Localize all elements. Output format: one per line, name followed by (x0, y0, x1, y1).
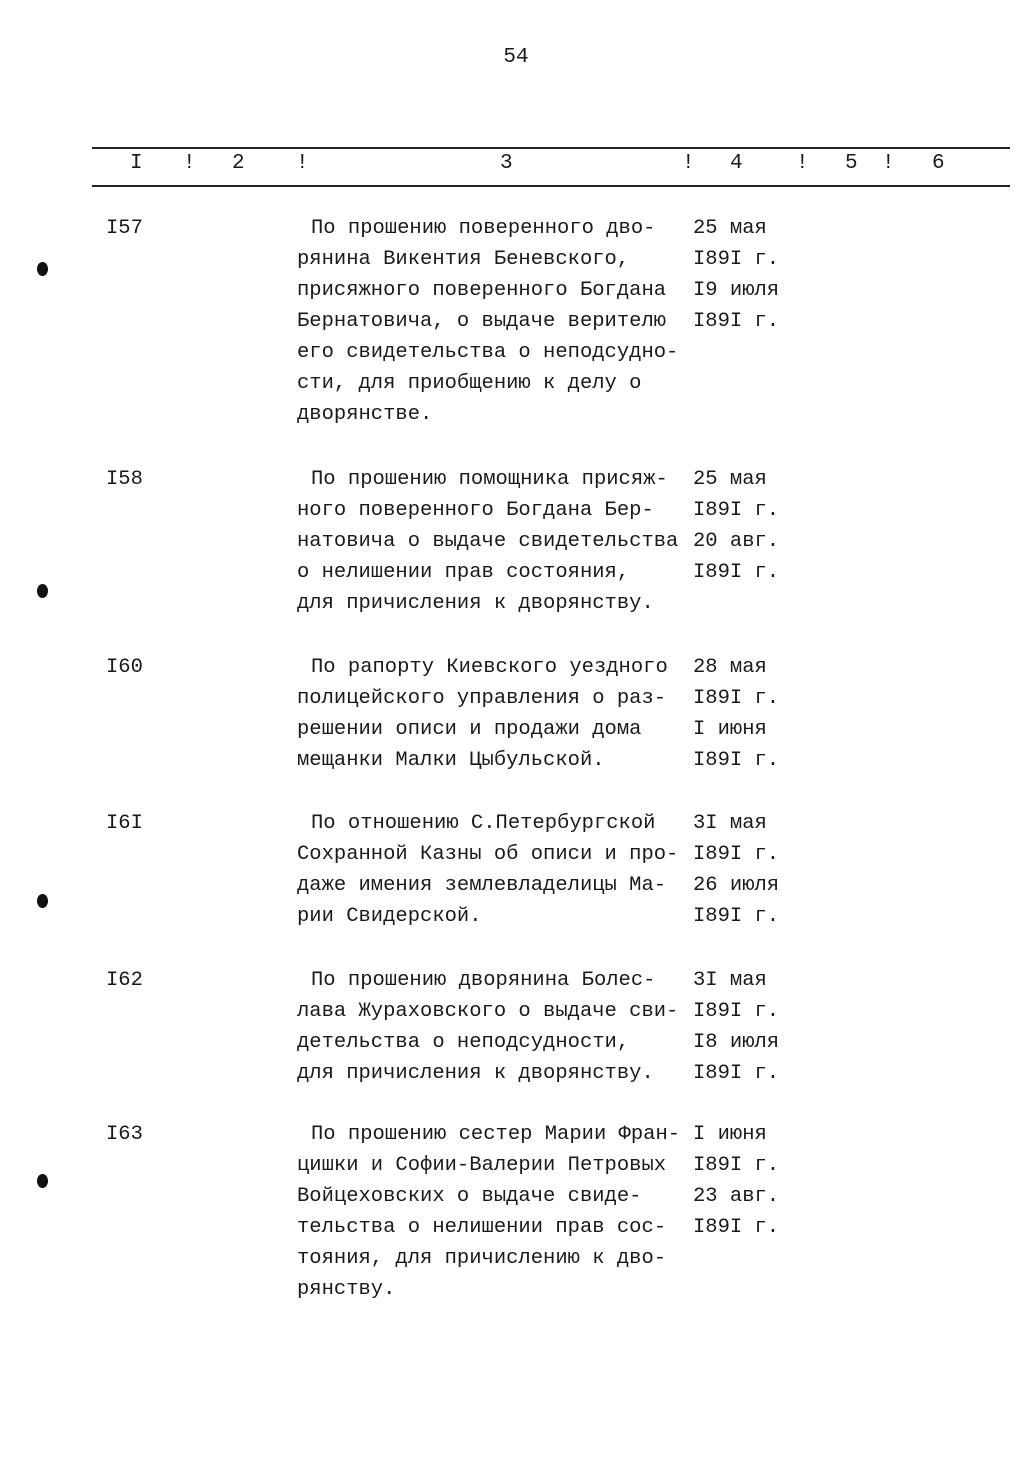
entry-description-line: По отношению С.Петербургской (311, 812, 656, 835)
punch-hole-mark (37, 262, 48, 276)
entry-date-line: 25 мая (693, 468, 767, 491)
column-header: 2 (232, 152, 245, 175)
entry-number: I60 (106, 656, 143, 679)
entry-number: I57 (106, 217, 143, 240)
entry-description-line: Сохранной Казны об описи и про- (297, 843, 679, 866)
column-separator: ! (796, 152, 809, 175)
entry-date-line: I июня (693, 1123, 767, 1146)
punch-hole-mark (37, 894, 48, 908)
entry-date-line: 3I мая (693, 812, 767, 835)
entry-description-line: для причисления к дворянству. (297, 592, 654, 615)
entry-date-line: 25 мая (693, 217, 767, 240)
column-separator: ! (882, 152, 895, 175)
entry-description-line: тельства о нелишении прав сос- (297, 1216, 667, 1239)
entry-description-line: По прошению сестер Марии Фран- (311, 1123, 681, 1146)
entry-description-line: решении описи и продажи дома (297, 718, 642, 741)
entry-date-line: I89I г. (693, 749, 780, 772)
column-header: 4 (730, 152, 743, 175)
entry-description-line: его свидетельства о неподсудно- (297, 341, 679, 364)
entry-description-line: даже имения землевладелицы Ма- (297, 874, 667, 897)
entry-date-line: 3I мая (693, 969, 767, 992)
punch-hole-mark (37, 1174, 48, 1188)
entry-number: I62 (106, 969, 143, 992)
page-number: 54 (503, 46, 529, 69)
entry-description-line: По рапорту Киевского уездного (311, 656, 668, 679)
column-header: 3 (500, 152, 513, 175)
entry-description-line: лава Жураховского о выдаче сви- (297, 1000, 679, 1023)
entry-description-line: натовича о выдаче свидетельства (297, 530, 679, 553)
punch-hole-mark (37, 584, 48, 598)
column-header: 6 (932, 152, 945, 175)
entry-description-line: детельства о неподсудности, (297, 1031, 630, 1054)
entry-date-line: 23 авг. (693, 1185, 780, 1208)
column-separator: ! (682, 152, 695, 175)
entry-number: I63 (106, 1123, 143, 1146)
header-top-rule (92, 147, 1010, 149)
entry-number: I6I (106, 812, 143, 835)
entry-description-line: рянина Викентия Беневского, (297, 248, 630, 271)
entry-description-line: ного поверенного Богдана Бер- (297, 499, 654, 522)
entry-description-line: По прошению дворянина Болес- (311, 969, 656, 992)
entry-date-line: I9 июля (693, 279, 780, 302)
entry-date-line: I июня (693, 718, 767, 741)
entry-description-line: о нелишении прав состояния, (297, 561, 630, 584)
column-header: I (130, 152, 143, 175)
entry-date-line: 26 июля (693, 874, 780, 897)
column-separator: ! (183, 152, 196, 175)
entry-date-line: I89I г. (693, 248, 780, 271)
entry-description-line: полицейского управления о раз- (297, 687, 667, 710)
entry-date-line: I89I г. (693, 905, 780, 928)
entry-description-line: рии Свидерской. (297, 905, 482, 928)
entry-description-line: цишки и Софии-Валерии Петровых (297, 1154, 667, 1177)
entry-number: I58 (106, 468, 143, 491)
entry-description-line: рянству. (297, 1278, 396, 1301)
entry-date-line: I89I г. (693, 843, 780, 866)
entry-description-line: Войцеховских о выдаче свиде- (297, 1185, 642, 1208)
entry-date-line: I89I г. (693, 1154, 780, 1177)
column-separator: ! (296, 152, 309, 175)
entry-description-line: сти, для приобщению к делу о (297, 372, 642, 395)
entry-date-line: 28 мая (693, 656, 767, 679)
entry-date-line: I89I г. (693, 1216, 780, 1239)
entry-description-line: тояния, для причислению к дво- (297, 1247, 667, 1270)
entry-description-line: для причисления к дворянству. (297, 1062, 654, 1085)
header-bottom-rule (92, 185, 1010, 187)
entry-date-line: I89I г. (693, 499, 780, 522)
entry-description-line: По прошению поверенного дво- (311, 217, 656, 240)
entry-date-line: I89I г. (693, 687, 780, 710)
entry-date-line: I8 июля (693, 1031, 780, 1054)
entry-description-line: дворянстве. (297, 403, 433, 426)
entry-description-line: присяжного поверенного Богдана (297, 279, 667, 302)
entry-date-line: 20 авг. (693, 530, 780, 553)
entry-date-line: I89I г. (693, 561, 780, 584)
entry-date-line: I89I г. (693, 1062, 780, 1085)
entry-description-line: Бернатовича, о выдаче верителю (297, 310, 667, 333)
entry-description-line: мещанки Малки Цыбульской. (297, 749, 605, 772)
entry-description-line: По прошению помощника присяж- (311, 468, 668, 491)
entry-date-line: I89I г. (693, 1000, 780, 1023)
column-header: 5 (845, 152, 858, 175)
entry-date-line: I89I г. (693, 310, 780, 333)
